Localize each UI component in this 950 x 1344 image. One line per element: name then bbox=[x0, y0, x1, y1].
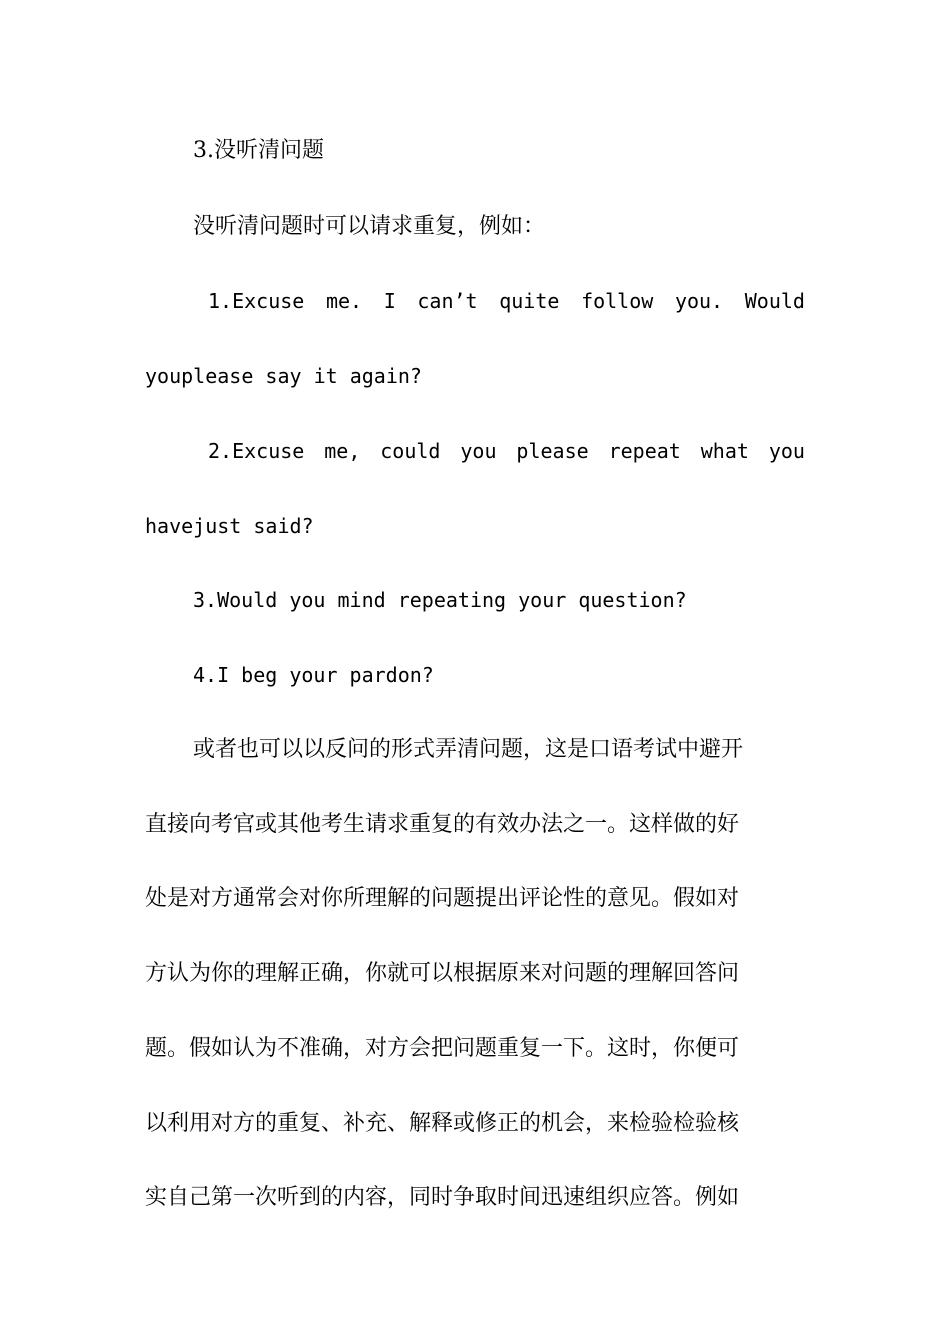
example-1-line-2: youplease say it again? bbox=[145, 364, 422, 388]
word: you bbox=[460, 439, 497, 463]
word: you. bbox=[674, 289, 724, 313]
paragraph-line: 或者也可以以反问的形式弄清问题，这是口语考试中避开 bbox=[193, 737, 744, 762]
word: 1.Excuse bbox=[208, 289, 305, 313]
example-2-line-1 bbox=[208, 436, 805, 466]
section-heading: 3.没听清问题 bbox=[193, 138, 324, 163]
word: what bbox=[700, 439, 749, 463]
example-4: 4.I beg your pardon? bbox=[193, 663, 434, 687]
word: I bbox=[383, 289, 396, 313]
word: repeat bbox=[608, 439, 681, 463]
word: Would bbox=[744, 289, 805, 313]
paragraph-line: 方认为你的理解正确，你就可以根据原来对问题的理解回答问 bbox=[145, 961, 740, 986]
word: you bbox=[768, 439, 805, 463]
paragraph-line: 处是对方通常会对你所理解的问题提出评论性的意见。假如对 bbox=[145, 886, 740, 911]
word: 2.Excuse bbox=[208, 439, 305, 463]
word: me. bbox=[325, 289, 363, 313]
example-2-line-2: havejust said? bbox=[145, 514, 314, 538]
paragraph-line: 直接向考官或其他考生请求重复的有效办法之一。这样做的好 bbox=[145, 812, 740, 837]
example-3: 3.Would you mind repeating your question? bbox=[193, 588, 687, 612]
paragraph-line: 实自己第一次听到的内容，同时争取时间迅速组织应答。例如 bbox=[145, 1185, 740, 1210]
word: please bbox=[516, 439, 589, 463]
word: can’t bbox=[417, 289, 478, 313]
word: me, bbox=[324, 439, 361, 463]
example-1-line-1 bbox=[208, 286, 805, 316]
paragraph-line: 题。假如认为不准确，对方会把问题重复一下。这时，你便可 bbox=[145, 1036, 740, 1061]
intro-text: 没听清问题时可以请求重复，例如： bbox=[193, 214, 546, 239]
word: quite bbox=[499, 289, 560, 313]
paragraph-line: 以利用对方的重复、补充、解释或修正的机会，来检验检验核 bbox=[145, 1111, 740, 1136]
word: follow bbox=[581, 289, 654, 313]
word: could bbox=[380, 439, 441, 463]
